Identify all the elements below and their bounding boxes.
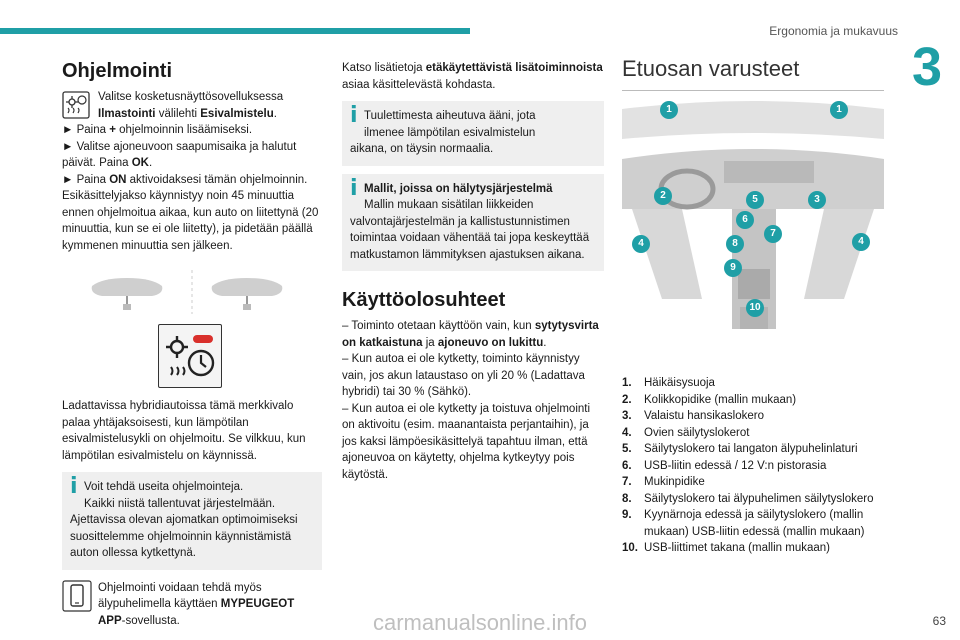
step-2: ► Valitse ajoneuvoon saapumisaika ja halutut päivät. Paina OK. [62, 140, 297, 169]
heading-divider [622, 90, 884, 91]
legend-item: 1. Häikäisysuoja [622, 377, 715, 389]
info-box-multiple: i Voit tehdä useita ohjelmointeja. Kaikki niistä tallentuvat järjestelmään. Ajettavissa olevan ajomatkan optimoimiseksi suosittelemme ohjelmoinnin käynnistämistä auton ollessa kytkettynä. [62, 472, 322, 570]
info-icon: i [70, 474, 78, 499]
legend-item: 10. USB-liittimet takana (mallin mukaan) [622, 542, 830, 554]
callout-badge: 2 [654, 187, 672, 205]
callout-badge: 3 [808, 191, 826, 209]
car-diagrams [62, 264, 322, 320]
callout-badge: 4 [852, 233, 870, 251]
callout-badge: 4 [632, 235, 650, 253]
chapter-number: 3 [911, 37, 942, 97]
legend-item: 6. USB-liitin edessä / 12 V:n pistorasia [622, 459, 827, 472]
callout-badge: 8 [726, 235, 744, 253]
step-1: ► Paina + ohjelmoinnin lisäämiseksi. [62, 124, 253, 136]
intro-text: Valitse kosketusnäyttösovelluksessa Ilmastointi välilehti Esivalmistelu. [98, 91, 284, 120]
car-unplugged-icon [82, 268, 302, 318]
section-heading-front-equipment: Etuosan varusteet [622, 56, 800, 81]
legend-item: 8. Säilytyslokero tai älypuhelimen säilytyslokero [622, 492, 874, 505]
smartphone-icon [62, 580, 92, 612]
preconditioning-indicator-icon [158, 324, 222, 388]
condition-2: – Kun autoa ei ole kytketty, toiminto käynnistyy vain, jos akun lataustaso on yli 20 % (Ladattava hybridi) tai 30 % (Sähkö). [342, 353, 585, 398]
remote-functions-ref: Katso lisätietoja etäkäytettävistä lisätoiminnoista asiaa käsittelevästä kohdasta. [342, 62, 603, 91]
legend-item: 2. Kolikkopidike (mallin mukaan) [622, 393, 797, 406]
header-title: Ergonomia ja mukavuus [769, 24, 898, 38]
callout-badge: 1 [830, 101, 848, 119]
indicator-wrap [62, 324, 322, 392]
condition-3: – Kun autoa ei ole kytketty ja toistuva ohjelmointi on aktivoitu (esim. maanantaista perjantaihin), ja jos kaksi lämpöesikäsittelyä tapahtuu ilman, että ajoneuvoa on käytetty, ohjelma kytkeytyy pois käytöstä. [342, 402, 591, 481]
legend-list [622, 375, 892, 557]
callout-badge: 7 [764, 225, 782, 243]
step-3: ► Paina ON aktivoidaksesi tämän ohjelmoinnin. [62, 173, 308, 186]
legend-item: 9. Kyynärnoja edessä ja säilytyslokero (mallin mukaan) USB-liitin edessä (mallin mukaan) [622, 509, 865, 538]
section-heading-ohjelmointi: Ohjelmointi [62, 60, 172, 82]
paragraph-indicator: Ladattavissa hybridiautoissa tämä merkkivalo palaa yhtäjaksoisesti, kun lämpötilan esivalmistelusykli on ohjelmoitu. Se vilkkuu, kun lämpötilan esivalmistelu on käynnissä. [62, 400, 306, 462]
climate-app-icon [62, 91, 90, 119]
legend-item: 5. Säilytyslokero tai langaton älypuhelinlaturi [622, 443, 858, 455]
interior-illustration [622, 99, 884, 335]
phone-text: Ohjelmointi voidaan tehdä myös älypuhelimella käyttäen MYPEUGEOT APP-sovellusta. [98, 581, 295, 627]
left-column [62, 60, 322, 629]
callout-badge: 5 [746, 191, 764, 209]
section-heading-conditions: Käyttöolosuhteet [342, 289, 506, 311]
legend-item: 4. Ovien säilytyslokerot [622, 426, 750, 439]
condition-1: – Toiminto otetaan käyttöön vain, kun sytytysvirta on katkaistuna ja ajoneuvo on lukittu. [342, 320, 599, 349]
callout-badge: 1 [660, 101, 678, 119]
info-icon: i [350, 103, 358, 128]
info-icon: i [350, 175, 358, 201]
paragraph-preconditioning: Esikäsittelyjakso käynnistyy noin 45 minuuttia ennen ohjelmoitua aikaa, kun auto on liitettynä (20 minuuttia, kun se ei ole liitetty), ja pidetään päällä kymmenen minuuttia sen jälkeen. [62, 190, 319, 252]
footer-watermark-logo: carmanualsonline.info [372, 610, 588, 635]
page-number: 63 [932, 614, 946, 628]
legend-item: 7. Mukinpidike [622, 476, 705, 488]
legend-item: 3. Valaistu hansikaslokero [622, 410, 764, 422]
intro-block [62, 89, 322, 122]
header-accent-bar [0, 28, 470, 34]
callout-badge: 9 [724, 259, 742, 277]
callout-badge: 10 [746, 299, 764, 317]
info-box-alarm: i Mallit, joissa on hälytysjärjestelmä Mallin mukaan sisätilan liikkeiden valvontajärjestelmän ja kallistustunnistimen toimintaa voidaan vähentää tai jopa keskeyttää matkustamon lämmityksen ajastuksen aikana. [342, 174, 604, 272]
right-column [622, 56, 892, 557]
callout-badge: 6 [736, 211, 754, 229]
info-box-fan-noise: i Tuulettimesta aiheutuva ääni, jota ilmenee lämpötilan esivalmistelun aikana, on täysin normaalia. [342, 101, 604, 166]
middle-column [342, 60, 604, 483]
